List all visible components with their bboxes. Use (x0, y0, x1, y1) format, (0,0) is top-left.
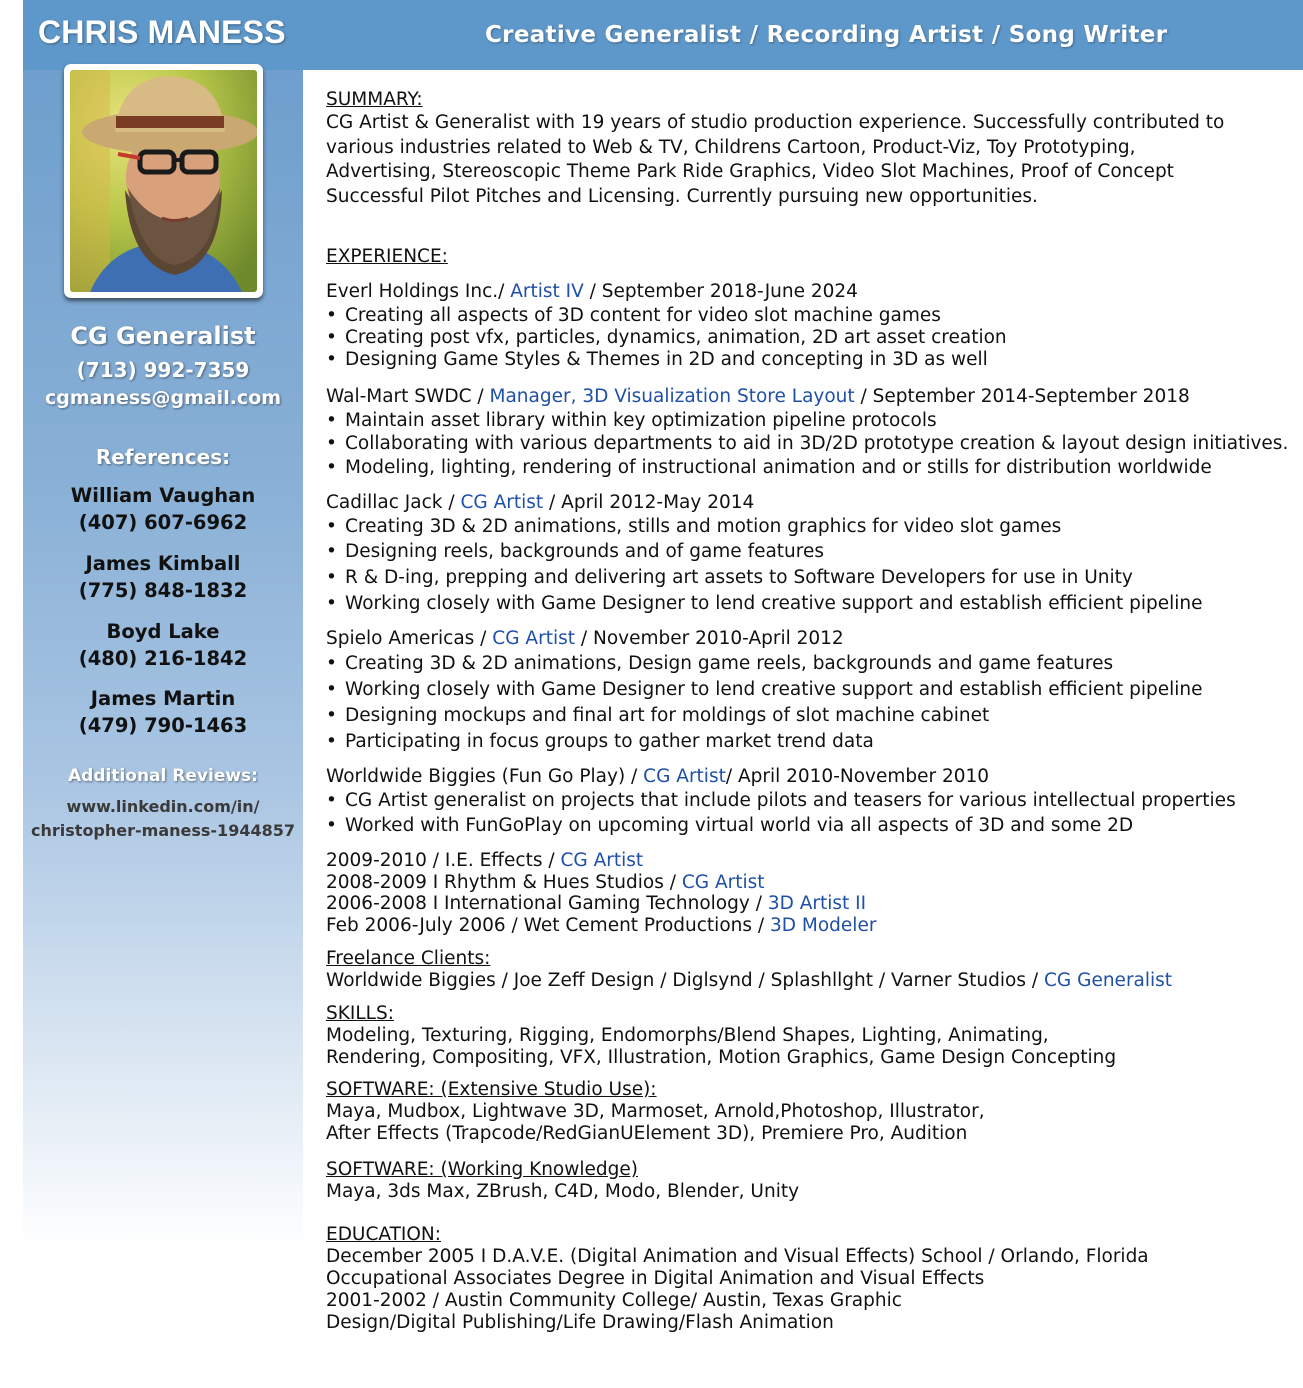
reference-name: James Kimball (85, 552, 241, 575)
job-dates: / April 2010-November 2010 (725, 766, 990, 787)
header-bar (23, 0, 1303, 70)
reviews-title: Additional Reviews: (68, 766, 258, 786)
summary-title: SUMMARY: (326, 89, 423, 110)
software-line: Maya, 3ds Max, ZBrush, C4D, Modo, Blender, Unity (326, 1181, 800, 1202)
job-dates: / September 2018-June 2024 (583, 281, 858, 302)
job-bullet: • Working closely with Game Designer to lend creative support and establish efficient pipeline (326, 677, 1301, 703)
job-bullet: • CG Artist generalist on projects that include pilots and teasers for various intellectual properties (326, 789, 1301, 813)
summary-line: various industries related to Web & TV, Childrens Cartoon, Product-Viz, Toy Prototyping, (326, 136, 1136, 158)
job-heading (326, 627, 1301, 651)
education-line: Design/Digital Publishing/Life Drawing/Flash Animation (326, 1312, 834, 1333)
education-title: EDUCATION: (326, 1224, 442, 1245)
reference-name: James Martin (90, 687, 236, 710)
earlier-role-text: 2009-2010 / I.E. Effects / (326, 850, 561, 871)
job-bullet: • Designing reels, backgrounds and of game features (326, 539, 1301, 565)
earlier-role-text: 2008-2009 I Rhythm & Hues Studios / (326, 871, 682, 893)
job-bullet: • Worked with FunGoPlay on upcoming virtual world via all aspects of 3D and some 2D (326, 813, 1301, 839)
software-working-title: SOFTWARE: (Working Knowledge) (326, 1159, 638, 1180)
education-section (326, 1224, 1301, 1334)
job-entry (326, 385, 1301, 479)
experience-title: EXPERIENCE: (326, 246, 448, 267)
earlier-roles (326, 850, 1301, 936)
software-line: Maya, Mudbox, Lightwave 3D, Marmoset, Arnold,Photoshop, Illustrator, (326, 1101, 985, 1122)
reference-name: William Vaughan (70, 484, 256, 507)
job-bullet: • Modeling, lighting, rendering of instructional animation and or stills for distribution worldwide (326, 456, 1301, 480)
linkedin-url-line1[interactable]: www.linkedin.com/in/ (66, 797, 260, 816)
earlier-role (326, 850, 1301, 872)
reference-name: Boyd Lake (106, 620, 220, 643)
earlier-role-text: 2006-2008 I International Gaming Technology / (326, 893, 768, 914)
summary-line: CG Artist & Generalist with 19 years of studio production experience. Successfully contributed to (326, 112, 1225, 133)
sidebar-phone[interactable]: (713) 992-7359 (76, 358, 250, 382)
references-title: References: (95, 445, 231, 469)
freelance-title: Freelance Clients: (326, 948, 491, 969)
earlier-role (326, 872, 1301, 894)
job-company: Worldwide Biggies (Fun Go Play) / (326, 766, 644, 787)
earlier-role-title: CG Artist (560, 850, 644, 871)
job-role: CG Artist (643, 766, 726, 787)
software-extensive-title: SOFTWARE: (Extensive Studio Use): (326, 1079, 657, 1100)
job-entry (326, 627, 1301, 755)
education-line: December 2005 I D.A.V.E. (Digital Animation and Visual Effects) School / Orlando, Florida (326, 1246, 1149, 1267)
software-working-section (326, 1159, 1301, 1203)
job-bullet: • Designing Game Styles & Themes in 2D and concepting in 3D as well (326, 349, 1301, 371)
earlier-role (326, 893, 1301, 915)
freelance-clients (326, 970, 1301, 992)
portrait-image (70, 70, 257, 292)
education-line: Occupational Associates Degree in Digital Animation and Visual Effects (326, 1268, 985, 1289)
summary-line: Advertising, Stereoscopic Theme Park Ride Graphics, Video Slot Machines, Proof of Concept (326, 161, 1174, 182)
job-heading (326, 280, 1301, 304)
reference-phone: (775) 848-1832 (78, 579, 248, 602)
software-extensive-section (326, 1079, 1301, 1144)
earlier-role (326, 915, 1301, 937)
sidebar-email[interactable]: cgmaness@gmail.com (44, 387, 282, 409)
job-entry (326, 280, 1301, 371)
freelance-section (326, 948, 1301, 992)
job-company: Cadillac Jack / (326, 492, 461, 513)
job-role: Artist IV (510, 281, 584, 302)
job-entry (326, 765, 1301, 839)
job-dates: / September 2014-September 2018 (854, 386, 1190, 407)
skills-line: Modeling, Texturing, Rigging, Endomorphs/Blend Shapes, Lighting, Animating, (326, 1025, 1049, 1046)
reference-phone: (407) 607-6962 (78, 511, 248, 534)
earlier-role-title: CG Artist (681, 871, 765, 893)
earlier-role-text: Feb 2006-July 2006 / Wet Cement Productions / (326, 914, 770, 936)
job-bullet: • Maintain asset library within key optimization pipeline protocols (326, 409, 1301, 433)
job-company: Everl Holdings Inc./ (326, 281, 511, 302)
job-bullet: • Creating post vfx, particles, dynamics, animation, 2D art asset creation (326, 327, 1301, 349)
person-name: CHRIS MANESS (38, 14, 286, 50)
freelance-role: CG Generalist (1043, 970, 1173, 991)
education-line: 2001-2002 / Austin Community College/ Austin, Texas Graphic (326, 1290, 902, 1311)
linkedin-url-line2[interactable]: christopher-maness-1944857 (31, 821, 295, 840)
tagline: Creative Generalist / Recording Artist / Song Writer (485, 22, 1168, 48)
profile-photo (64, 64, 263, 298)
job-bullet: • Collaborating with various departments to aid in 3D/2D prototype creation & layout design initiatives. (326, 432, 1301, 456)
experience-section (326, 245, 1301, 268)
job-bullet: • R & D-ing, prepping and delivering art assets to Software Developers for use in Unity (326, 565, 1301, 591)
job-heading (326, 491, 1301, 515)
job-bullet: • Working closely with Game Designer to lend creative support and establish efficient pipeline (326, 591, 1301, 617)
job-role: CG Artist (460, 492, 544, 513)
job-company: Spielo Americas / (326, 628, 493, 649)
skills-line: Rendering, Compositing, VFX, Illustration, Motion Graphics, Game Design Concepting (326, 1047, 1117, 1068)
software-line: After Effects (Trapcode/RedGianUElement 3D), Premiere Pro, Audition (326, 1122, 968, 1144)
earlier-role-title: 3D Artist II (767, 893, 867, 914)
summary-section (326, 88, 1301, 209)
skills-section (326, 1003, 1301, 1069)
job-bullet: • Designing mockups and final art for moldings of slot machine cabinet (326, 703, 1301, 729)
sidebar-role: CG Generalist (70, 322, 256, 350)
earlier-role-title: 3D Modeler (770, 914, 877, 936)
job-bullet: • Participating in focus groups to gather market trend data (326, 729, 1301, 755)
job-dates: / April 2012-May 2014 (543, 492, 755, 513)
job-bullet: • Creating 3D & 2D animations, stills and motion graphics for video slot games (326, 515, 1301, 539)
reference-phone: (479) 790-1463 (78, 714, 248, 737)
job-role: CG Artist (492, 628, 575, 649)
job-heading (326, 385, 1301, 409)
summary-line: Successful Pilot Pitches and Licensing. Currently pursuing new opportunities. (326, 185, 1038, 207)
job-bullet: • Creating 3D & 2D animations, Design game reels, backgrounds and game features (326, 651, 1301, 677)
sidebar (23, 70, 303, 1250)
skills-title: SKILLS: (326, 1003, 394, 1024)
job-dates: / November 2010-April 2012 (574, 628, 844, 649)
job-bullet: • Creating all aspects of 3D content for video slot machine games (326, 304, 1301, 328)
freelance-text: Worldwide Biggies / Joe Zeff Design / Diglsynd / Splashllght / Varner Studios / (326, 970, 1044, 991)
job-role: Manager, 3D Visualization Store Layout (489, 386, 855, 407)
job-heading (326, 765, 1301, 789)
job-entry (326, 491, 1301, 617)
reference-phone: (480) 216-1842 (78, 647, 248, 670)
job-company: Wal-Mart SWDC / (326, 386, 490, 407)
